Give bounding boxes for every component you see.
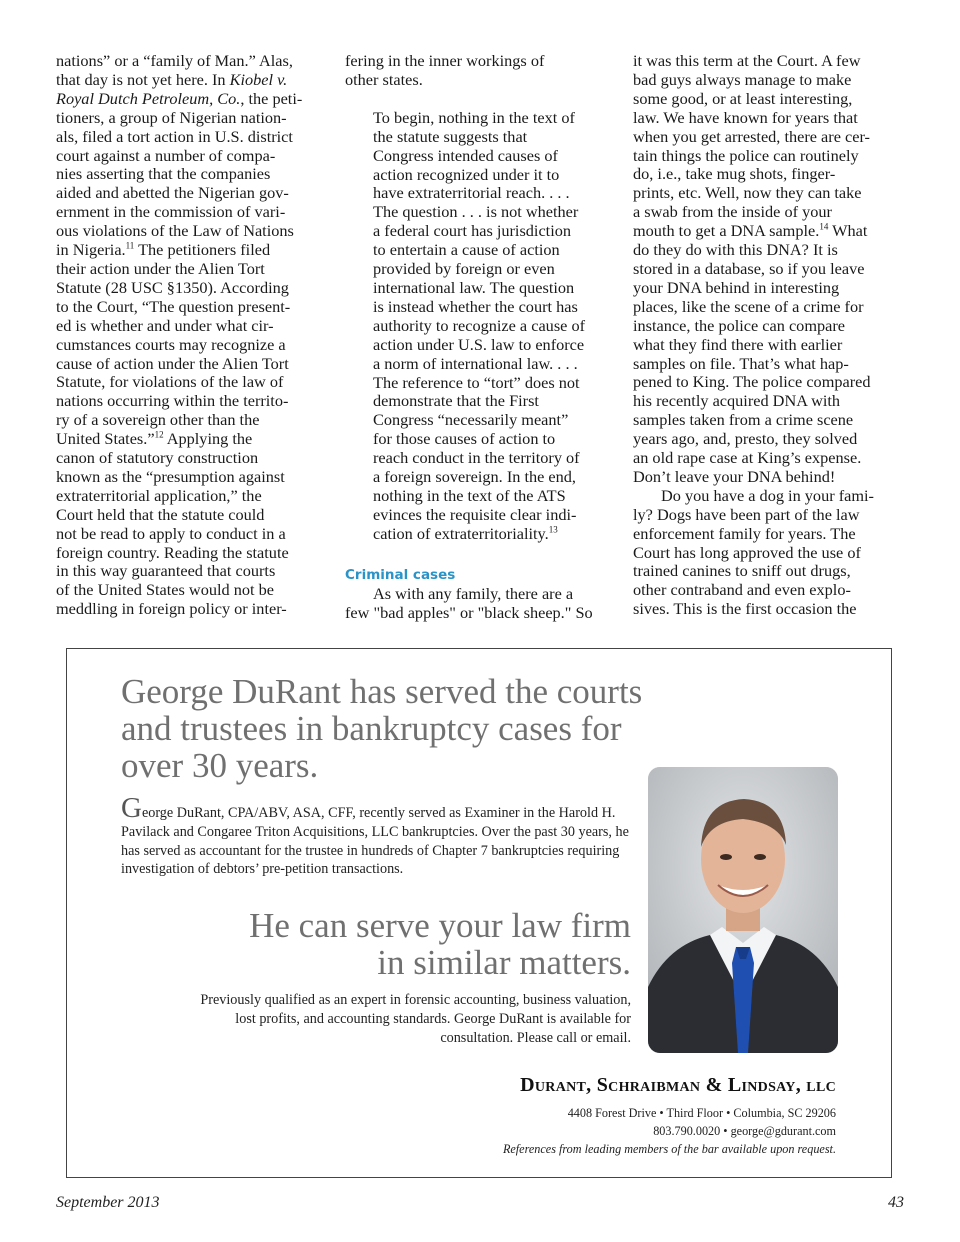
quote-line: The question . . . is not whether	[373, 202, 579, 222]
body-line: what they find there with earlier	[633, 334, 843, 354]
case-name: Kiobel v.	[229, 69, 288, 89]
footnote-ref: 14	[819, 221, 829, 232]
quote-line: to entertain a cause of action	[373, 240, 560, 260]
body-line: extraterritorial application,” the	[56, 485, 262, 505]
ad-qualifications: Previously qualified as an expert in forensic accounting, business valuation, lost profits, and accounting standards. George DuRant is available for consultation. Please call or email.	[200, 992, 631, 1046]
block-quote	[345, 109, 617, 544]
body-line: in this way guaranteed that courts	[56, 561, 276, 581]
issue-date: September 2013	[56, 1194, 160, 1211]
body-line: instance, the police can compare	[633, 315, 846, 335]
quote-line: cation of extraterritoriality.$^{13}$	[373, 523, 558, 543]
article-column-2	[345, 52, 617, 622]
body-line: not be read to apply to conduct in a	[56, 523, 286, 543]
quote-line: a federal court has jurisdiction	[373, 221, 572, 241]
body-line: nations occurring within the territo-	[56, 391, 289, 411]
ad-headline: George DuRant has served the courts and trustees in bankruptcy cases for over 30 years.	[121, 672, 643, 785]
body-line: when you get arrested, there are cer-	[633, 126, 870, 146]
firm-contact	[503, 1104, 836, 1158]
body-line: foreign country. Reading the statute	[56, 542, 289, 562]
body-line: United States.”$^{12}$ Applying the	[56, 429, 253, 449]
body-line: samples on file. That’s what hap-	[633, 353, 849, 373]
body-line: your DNA behind in interesting	[633, 277, 840, 297]
body-line: places, like the scene of a crime for	[633, 296, 864, 316]
quote-line: is instead whether the court has	[373, 296, 578, 316]
footnote-ref: 12	[154, 429, 164, 440]
body-line: it was this term at the Court. A few	[633, 51, 861, 70]
body-line: pened to King. The police compared	[633, 372, 871, 392]
body-line: other states.	[345, 69, 423, 89]
body-line: stored in a database, so if you leave	[633, 258, 865, 278]
body-line: other contraband and even explo-	[633, 580, 851, 600]
body-line: that day is not yet here. In Kiobel v.	[56, 69, 288, 89]
quote-line: demonstrate that the First	[373, 391, 539, 411]
body-line: law. We have known for years that	[633, 107, 858, 127]
body-line: prints, etc. Well, now they can take	[633, 183, 862, 203]
body-line: Royal Dutch Petroleum, Co., the peti-	[56, 88, 303, 108]
quote-line: nothing in the text of the ATS	[373, 485, 566, 505]
body-line: tioners, a group of Nigerian nation-	[56, 107, 287, 127]
footnote-ref: 11	[125, 240, 135, 251]
body-line: enforcement family for years. The	[633, 523, 856, 543]
quote-line: Congress “necessarily meant”	[373, 410, 569, 430]
body-line: ly? Dogs have been part of the law	[633, 504, 860, 524]
body-line: mouth to get a DNA sample.$^{14}$ What	[633, 221, 868, 241]
body-line: cumstances courts may recognize a	[56, 334, 286, 354]
body-line: a swab from the inside of your	[633, 202, 832, 222]
body-line: als, filed a tort action in U.S. district	[56, 126, 293, 146]
page-number: 43	[888, 1194, 904, 1211]
body-line: few "bad apples" or "black sheep." So	[345, 602, 593, 622]
portrait-photo	[648, 767, 838, 1053]
body-line: canon of statutory construction	[56, 448, 259, 468]
quote-line: for those causes of action to	[373, 429, 556, 449]
drop-cap: G	[121, 792, 142, 824]
body-line: do they do with this DNA? It is	[633, 240, 838, 260]
body-line: aided and abetted the Nigerian gov-	[56, 183, 289, 203]
footnote-ref: 13	[548, 524, 558, 535]
quote-line: To begin, nothing in the text of	[373, 107, 575, 127]
body-line: to the Court, “The question present-	[56, 296, 291, 316]
article-column-3	[633, 52, 905, 619]
body-line: ry of a sovereign other than the	[56, 410, 260, 430]
body-line: ous violations of the Law of Nations	[56, 221, 294, 241]
case-name: Royal Dutch Petroleum, Co.	[56, 88, 241, 108]
quote-line: reach conduct in the territory of	[373, 448, 580, 468]
section-heading: Criminal cases	[345, 566, 456, 583]
body-line: trained canines to sniff out drugs,	[633, 561, 851, 581]
body-line: in Nigeria.$^{11}$ The petitioners filed	[56, 240, 271, 260]
article-column-1	[56, 52, 328, 619]
body-line: fering in the inner workings of	[345, 51, 545, 70]
body-line: his recently acquired DNA with	[633, 391, 841, 411]
body-line: bad guys always manage to make	[633, 69, 852, 89]
portrait-illustration	[648, 767, 838, 1053]
firm-phone-email: 803.790.0020 • george@gdurant.com	[653, 1124, 836, 1138]
quote-line: have extraterritorial reach. . . .	[373, 183, 570, 203]
body-line: samples taken from a crime scene	[633, 410, 854, 430]
quote-line: a norm of international law. . . .	[373, 353, 578, 373]
advertisement-box	[66, 648, 892, 1178]
body-line: court against a number of compa-	[56, 145, 276, 165]
quote-line: authority to recognize a cause of	[373, 315, 586, 335]
quote-line: the statute suggests that	[373, 126, 528, 146]
body-line: Do you have a dog in your fami-	[661, 485, 874, 505]
body-line: an old rape case at King’s expense.	[633, 448, 862, 468]
quote-line: evinces the requisite clear indi-	[373, 504, 577, 524]
ad-subheadline: He can serve your law firm in similar matters.	[249, 906, 631, 982]
body-line: ed is whether and under what cir-	[56, 315, 274, 335]
body-line: tain things the police can routinely	[633, 145, 859, 165]
quote-line: action recognized under it to	[373, 164, 560, 184]
body-line: cause of action under the Alien Tort	[56, 353, 289, 373]
body-line: nations” or a “family of Man.” Alas,	[56, 51, 293, 70]
body-line: ernment in the commission of vari-	[56, 202, 286, 222]
firm-name: Durant, Schraibman & Lindsay, llc	[520, 1074, 836, 1096]
body-line: Statute (28 USC §1350). According	[56, 277, 289, 297]
body-line: Court has long approved the use of	[633, 542, 861, 562]
references-note: References from leading members of the bar available upon request.	[502, 1142, 836, 1156]
body-line: years ago, and, presto, they solved	[633, 429, 858, 449]
body-line: nies asserting that the companies	[56, 164, 271, 184]
firm-address: 4408 Forest Drive • Third Floor • Columbia, SC 29206	[567, 1106, 836, 1120]
quote-line: international law. The question	[373, 277, 575, 297]
quote-line: Congress intended causes of	[373, 145, 558, 165]
quote-line: provided by foreign or even	[373, 259, 555, 279]
body-line: Court held that the statute could	[56, 504, 265, 524]
ad-body: George DuRant, CPA/ABV, ASA, CFF, recently served as Examiner in the Harold H. Pavilack and Congaree Triton Acquisitions, LLC bankruptcies. Over the past 30 years, he has served as accountant for the trustee in hundreds of Chapter 7 bankruptcies requiring investigation of debtors’ pre-petition transactions.	[121, 792, 629, 878]
body-line: known as the “presumption against	[56, 466, 285, 486]
body-line: meddling in foreign policy or inter-	[56, 599, 287, 619]
body-line: of the United States would not be	[56, 580, 274, 600]
quote-line: a foreign sovereign. In the end,	[373, 467, 576, 487]
body-line: do, i.e., take mug shots, finger-	[633, 164, 836, 184]
body-line: some good, or at least interesting,	[633, 88, 853, 108]
body-line: Statute, for violations of the law of	[56, 372, 284, 392]
body-line: As with any family, there are a	[373, 583, 574, 603]
body-line: their action under the Alien Tort	[56, 258, 265, 278]
quote-line: The reference to “tort” does not	[373, 372, 580, 392]
quote-line: action under U.S. law to enforce	[373, 334, 585, 354]
body-line: sives. This is the first occasion the	[633, 599, 857, 619]
body-line: Don’t leave your DNA behind!	[633, 466, 836, 486]
